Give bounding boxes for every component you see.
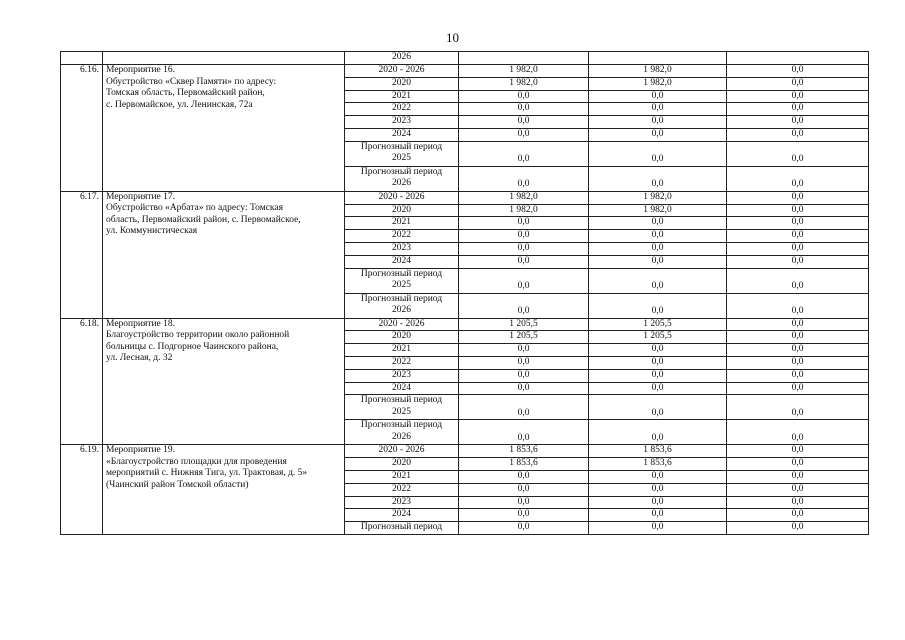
value-cell: 0,0 bbox=[459, 230, 589, 243]
period-cell bbox=[345, 395, 459, 420]
value-cell: 0,0 bbox=[459, 128, 589, 141]
period-line: Прогнозный период bbox=[360, 420, 443, 431]
value-cell: 0,0 bbox=[459, 509, 589, 522]
period-cell bbox=[345, 420, 459, 445]
value-cell: 0,0 bbox=[459, 483, 589, 496]
value-cell: 0,0 bbox=[459, 293, 589, 318]
value-cell: 0,0 bbox=[589, 420, 727, 445]
value-cell: 1 853,6 bbox=[589, 458, 727, 471]
value-cell bbox=[589, 52, 727, 65]
period-line: 2026 bbox=[392, 431, 411, 442]
value-cell: 0,0 bbox=[727, 128, 869, 141]
period-cell: 2024 bbox=[345, 255, 459, 268]
period-line: 2025 bbox=[392, 280, 411, 291]
value-cell: 0,0 bbox=[727, 509, 869, 522]
period-line: Прогнозный период bbox=[360, 293, 443, 304]
value-cell: 0,0 bbox=[727, 420, 869, 445]
table-row bbox=[61, 52, 869, 65]
value-cell: 0,0 bbox=[727, 230, 869, 243]
value-cell: 0,0 bbox=[459, 344, 589, 357]
value-cell: 0,0 bbox=[727, 318, 869, 331]
measure-number: 6.19. bbox=[61, 445, 103, 535]
value-cell: 0,0 bbox=[589, 395, 727, 420]
measure-description-line: (Чаинский район Томской области) bbox=[106, 479, 249, 490]
measure-description bbox=[103, 445, 345, 535]
measure-description-line: больницы с. Подгорное Чаинского района, bbox=[106, 341, 279, 352]
period-cell: 2023 bbox=[345, 369, 459, 382]
measure-title: Мероприятие 17. bbox=[106, 191, 176, 202]
value-cell: 0,0 bbox=[459, 166, 589, 191]
period-cell: 2020 - 2026 bbox=[345, 65, 459, 78]
period-cell bbox=[345, 141, 459, 166]
value-cell: 0,0 bbox=[589, 242, 727, 255]
measure-number: 6.16. bbox=[61, 65, 103, 192]
measure-description-line: Обустройство «Арбата» по адресу: Томская bbox=[106, 203, 283, 214]
measure-title: Мероприятие 19. bbox=[106, 445, 176, 456]
measure-title: Мероприятие 16. bbox=[106, 65, 176, 75]
value-cell: 0,0 bbox=[727, 116, 869, 129]
value-cell: 0,0 bbox=[727, 268, 869, 293]
value-cell: 0,0 bbox=[727, 522, 869, 535]
value-cell: 0,0 bbox=[589, 293, 727, 318]
table-row bbox=[61, 65, 869, 78]
period-line: Прогнозный период bbox=[360, 395, 443, 406]
measure-description-line: ул. Коммунистическая bbox=[106, 226, 198, 237]
value-cell: 0,0 bbox=[727, 331, 869, 344]
value-cell: 0,0 bbox=[727, 356, 869, 369]
table-row bbox=[61, 318, 869, 331]
measure-description-line: мероприятий с. Нижняя Тига, ул. Трактовая, д. 5» bbox=[106, 468, 308, 479]
measure-description bbox=[103, 65, 345, 192]
measure-title: Мероприятие 18. bbox=[106, 318, 176, 329]
measure-description-line: «Благоустройство площадки для проведения bbox=[106, 456, 287, 467]
period-line: 2026 bbox=[392, 305, 411, 316]
period-cell: 2024 bbox=[345, 509, 459, 522]
value-cell: 0,0 bbox=[459, 470, 589, 483]
period-line: 2025 bbox=[392, 406, 411, 417]
value-cell: 0,0 bbox=[589, 230, 727, 243]
period-cell: 2021 bbox=[345, 344, 459, 357]
measure-description-line: Благоустройство территории около районной bbox=[106, 330, 290, 341]
value-cell: 0,0 bbox=[459, 141, 589, 166]
measure-description-line: ул. Лесная, д. 32 bbox=[106, 353, 173, 364]
value-cell: 0,0 bbox=[459, 496, 589, 509]
period-cell: 2022 bbox=[345, 103, 459, 116]
period-cell: 2021 bbox=[345, 90, 459, 103]
page-number: 10 bbox=[446, 30, 459, 45]
value-cell: 0,0 bbox=[727, 470, 869, 483]
value-cell: 0,0 bbox=[727, 395, 869, 420]
period-cell: 2021 bbox=[345, 470, 459, 483]
period-line: Прогнозный период bbox=[360, 166, 443, 177]
value-cell: 0,0 bbox=[727, 77, 869, 90]
period-cell: 2022 bbox=[345, 356, 459, 369]
value-cell: 0,0 bbox=[459, 255, 589, 268]
value-cell: 0,0 bbox=[589, 356, 727, 369]
period-line: 2026 bbox=[392, 178, 411, 189]
value-cell: 0,0 bbox=[727, 496, 869, 509]
value-cell: 0,0 bbox=[727, 65, 869, 78]
value-cell: 0,0 bbox=[589, 470, 727, 483]
desc-cell bbox=[103, 52, 345, 65]
value-cell: 0,0 bbox=[727, 103, 869, 116]
value-cell: 0,0 bbox=[727, 293, 869, 318]
value-cell: 0,0 bbox=[589, 382, 727, 395]
value-cell: 0,0 bbox=[589, 344, 727, 357]
period-cell: 2024 bbox=[345, 128, 459, 141]
value-cell: 0,0 bbox=[459, 420, 589, 445]
period-cell: 2021 bbox=[345, 217, 459, 230]
measure-number: 6.17. bbox=[61, 191, 103, 318]
value-cell: 0,0 bbox=[727, 458, 869, 471]
measure-description-line: Обустройство «Сквер Памяти» по адресу: bbox=[106, 76, 277, 87]
value-cell: 1 205,5 bbox=[459, 331, 589, 344]
measure-description-line: область, Первомайский район, с. Первомайское, bbox=[106, 214, 301, 225]
value-cell: 0,0 bbox=[727, 445, 869, 458]
value-cell: 1 205,5 bbox=[459, 318, 589, 331]
value-cell: 0,0 bbox=[727, 217, 869, 230]
value-cell: 1 982,0 bbox=[459, 191, 589, 204]
value-cell: 0,0 bbox=[459, 217, 589, 230]
value-cell: 0,0 bbox=[589, 496, 727, 509]
value-cell bbox=[459, 52, 589, 65]
measure-description-line: Томская область, Первомайский район, bbox=[106, 88, 265, 98]
value-cell bbox=[727, 52, 869, 65]
period-cell: 2023 bbox=[345, 116, 459, 129]
period-cell: 2024 bbox=[345, 382, 459, 395]
value-cell: 0,0 bbox=[589, 522, 727, 535]
financing-table bbox=[60, 51, 869, 535]
period-cell bbox=[345, 293, 459, 318]
measure-description-line: с. Первомайское, ул. Ленинская, 72а bbox=[106, 99, 253, 110]
num-cell bbox=[61, 52, 103, 65]
value-cell: 1 205,5 bbox=[589, 331, 727, 344]
period-cell bbox=[345, 166, 459, 191]
value-cell: 0,0 bbox=[589, 217, 727, 230]
value-cell: 1 982,0 bbox=[459, 65, 589, 78]
value-cell: 1 853,6 bbox=[459, 458, 589, 471]
value-cell: 0,0 bbox=[727, 242, 869, 255]
table-row bbox=[61, 191, 869, 204]
period-cell: 2020 - 2026 bbox=[345, 318, 459, 331]
value-cell: 1 205,5 bbox=[589, 318, 727, 331]
value-cell: 0,0 bbox=[727, 369, 869, 382]
period-cell: 2020 bbox=[345, 204, 459, 217]
period-cell: 2020 bbox=[345, 458, 459, 471]
period-cell: 2023 bbox=[345, 242, 459, 255]
value-cell: 0,0 bbox=[459, 369, 589, 382]
value-cell: 1 982,0 bbox=[589, 191, 727, 204]
value-cell: 0,0 bbox=[727, 382, 869, 395]
period-cell: 2020 - 2026 bbox=[345, 445, 459, 458]
value-cell: 0,0 bbox=[459, 103, 589, 116]
value-cell: 0,0 bbox=[459, 395, 589, 420]
value-cell: 0,0 bbox=[589, 116, 727, 129]
value-cell: 0,0 bbox=[589, 369, 727, 382]
value-cell: 0,0 bbox=[589, 255, 727, 268]
measure-description bbox=[103, 191, 345, 318]
value-cell: 0,0 bbox=[727, 191, 869, 204]
value-cell: 0,0 bbox=[589, 268, 727, 293]
value-cell: 0,0 bbox=[727, 204, 869, 217]
period-cell: 2022 bbox=[345, 230, 459, 243]
value-cell: 0,0 bbox=[589, 166, 727, 191]
value-cell: 1 982,0 bbox=[459, 77, 589, 90]
value-cell: 0,0 bbox=[589, 141, 727, 166]
measure-description bbox=[103, 318, 345, 445]
period-cell: 2020 - 2026 bbox=[345, 191, 459, 204]
value-cell: 0,0 bbox=[459, 90, 589, 103]
table-row bbox=[61, 445, 869, 458]
measure-number: 6.18. bbox=[61, 318, 103, 445]
value-cell: 0,0 bbox=[727, 344, 869, 357]
value-cell: 0,0 bbox=[459, 116, 589, 129]
period-cell: 2022 bbox=[345, 483, 459, 496]
period-cell: 2020 bbox=[345, 77, 459, 90]
value-cell: 1 853,6 bbox=[589, 445, 727, 458]
value-cell: 0,0 bbox=[459, 242, 589, 255]
value-cell: 0,0 bbox=[589, 128, 727, 141]
value-cell: 0,0 bbox=[459, 356, 589, 369]
period-cell: 2020 bbox=[345, 331, 459, 344]
period-line: Прогнозный период bbox=[360, 268, 443, 279]
value-cell: 1 853,6 bbox=[459, 445, 589, 458]
period-line: 2025 bbox=[392, 153, 411, 164]
value-cell: 0,0 bbox=[727, 483, 869, 496]
value-cell: 0,0 bbox=[459, 268, 589, 293]
period-line: Прогнозный период bbox=[360, 141, 443, 152]
value-cell: 0,0 bbox=[727, 166, 869, 191]
value-cell: 0,0 bbox=[459, 382, 589, 395]
period-cell: 2026 bbox=[345, 52, 459, 65]
value-cell: 0,0 bbox=[727, 90, 869, 103]
value-cell: 0,0 bbox=[589, 90, 727, 103]
value-cell: 0,0 bbox=[727, 141, 869, 166]
value-cell: 1 982,0 bbox=[589, 65, 727, 78]
value-cell: 0,0 bbox=[589, 483, 727, 496]
value-cell: 0,0 bbox=[589, 509, 727, 522]
value-cell: 1 982,0 bbox=[589, 77, 727, 90]
value-cell: 0,0 bbox=[727, 255, 869, 268]
value-cell: 1 982,0 bbox=[589, 204, 727, 217]
period-cell bbox=[345, 268, 459, 293]
value-cell: 1 982,0 bbox=[459, 204, 589, 217]
value-cell: 0,0 bbox=[459, 522, 589, 535]
period-cell: Прогнозный период bbox=[345, 522, 459, 535]
period-cell: 2023 bbox=[345, 496, 459, 509]
value-cell: 0,0 bbox=[589, 103, 727, 116]
